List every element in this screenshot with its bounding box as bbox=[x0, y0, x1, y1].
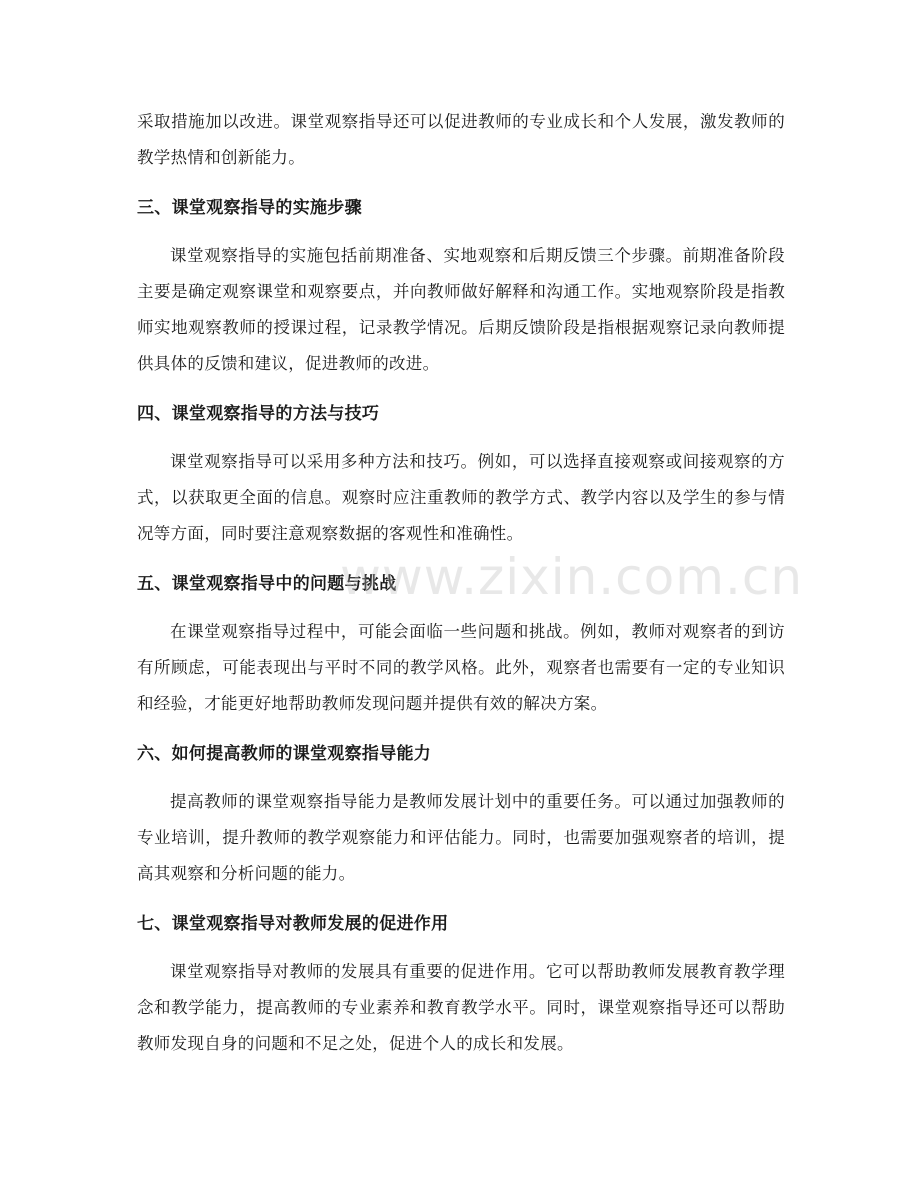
section-4-body: 课堂观察指导可以采用多种方法和技巧。例如，可以选择直接观察或间接观察的方式，以获取更全面的信息。观察时应注重教师的教学方式、教学内容以及学生的参与情况等方面，同时要注意观察数据的客观性和准确性。 bbox=[137, 452, 785, 543]
section-5 bbox=[137, 569, 785, 722]
section-4 bbox=[137, 399, 785, 552]
section-6 bbox=[137, 739, 785, 892]
section-4-heading: 四、课堂观察指导的方法与技巧 bbox=[137, 404, 380, 424]
section-7-heading: 七、课堂观察指导对教师发展的促进作用 bbox=[137, 914, 449, 934]
section-3-heading: 三、课堂观察指导的实施步骤 bbox=[137, 198, 362, 218]
document-page bbox=[137, 104, 785, 1062]
section-7-body: 课堂观察指导对教师的发展具有重要的促进作用。它可以帮助教师发展教育教学理念和教学能力，提高教师的专业素养和教育教学水平。同时，课堂观察指导还可以帮助教师发现自身的问题和不足之处，促进个人的成长和发展。 bbox=[137, 962, 785, 1053]
section-5-body: 在课堂观察指导过程中，可能会面临一些问题和挑战。例如，教师对观察者的到访有所顾虑，可能表现出与平时不同的教学风格。此外，观察者也需要有一定的专业知识和经验，才能更好地帮助教师发现问题并提供有效的解决方案。 bbox=[137, 622, 785, 713]
section-3 bbox=[137, 193, 785, 382]
watermark: www.zixin.com.cn bbox=[340, 548, 804, 606]
section-3-body: 课堂观察指导的实施包括前期准备、实地观察和后期反馈三个步骤。前期准备阶段主要是确定观察课堂和观察要点，并向教师做好解释和沟通工作。实地观察阶段是指教师实地观察教师的授课过程，记录教学情况。后期反馈阶段是指根据观察记录向教师提供具体的反馈和建议，促进教师的改进。 bbox=[137, 246, 785, 373]
section-6-body: 提高教师的课堂观察指导能力是教师发展计划中的重要任务。可以通过加强教师的专业培训，提升教师的教学观察能力和评估能力。同时，也需要加强观察者的培训，提高其观察和分析问题的能力。 bbox=[137, 792, 785, 883]
section-7 bbox=[137, 909, 785, 1062]
section-6-heading: 六、如何提高教师的课堂观察指导能力 bbox=[137, 744, 432, 764]
intro-paragraph: 采取措施加以改进。课堂观察指导还可以促进教师的专业成长和个人发展，激发教师的教学热情和创新能力。 bbox=[137, 112, 785, 167]
section-5-heading: 五、课堂观察指导中的问题与挑战 bbox=[137, 574, 397, 594]
